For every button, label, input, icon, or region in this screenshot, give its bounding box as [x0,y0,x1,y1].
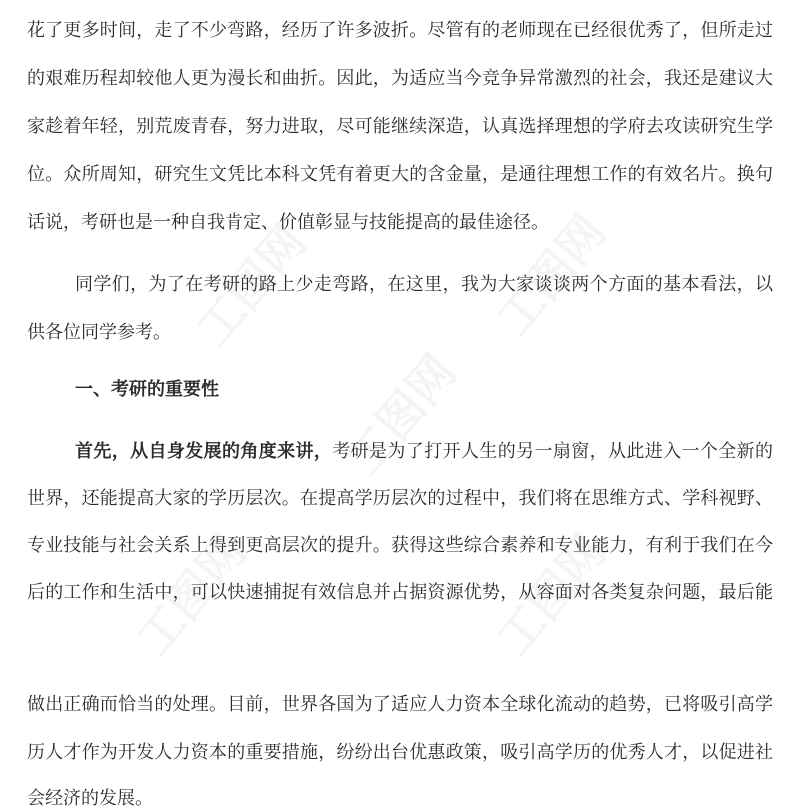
paragraph-line: 的艰难历程却较他人更为漫长和曲折。因此，为适应当今竞争异常激烈的社会，我还是建议大 [27,68,773,89]
paragraph-line: 同学们，为了在考研的路上少走弯路，在这里，我为大家谈谈两个方面的基本看法，以 [75,274,773,295]
paragraph-line: 位。众所周知，研究生文凭比本科文凭有着更大的含金量，是通往理想工作的有效名片。换句 [27,164,773,185]
bold-lead: 首先，从自身发展的角度来讲， [75,441,333,462]
paragraph-line: 历人才作为开发人力资本的重要措施，纷纷出台优惠政策，吸引高学历的优秀人才，以促进社 [27,742,773,763]
section-heading: 一、考研的重要性 [75,379,219,400]
paragraph-line: 家趁着年轻，别荒废青春，努力进取，尽可能继续深造，认真选择理想的学府去攻读研究生学 [27,116,773,137]
paragraph-line: 话说，考研也是一种自我肯定、价值彰显与技能提高的最佳途径。 [27,212,549,233]
paragraph-line: 后的工作和生活中，可以快速捕捉有效信息并占据资源优势，从容面对各类复杂问题，最后能 [27,582,773,603]
paragraph-line: 供各位同学参考。 [27,322,171,343]
paragraph-line: 做出正确而恰当的处理。目前，世界各国为了适应人力资本全球化流动的趋势，已将吸引高学 [27,694,773,715]
paragraph-text: 考研是为了打开人生的另一扇窗，从此进入一个全新的 [332,441,773,462]
paragraph-line [27,439,773,465]
paragraph-line: 会经济的发展。 [27,788,153,809]
paragraph-line: 专业技能与社会关系上得到更高层次的提升。获得这些综合素养和专业能力，有利于我们在今 [27,535,773,556]
paragraph-line: 世界，还能提高大家的学历层次。在提高学历层次的过程中，我们将在思维方式、学科视野、 [27,488,773,509]
paragraph-line: 花了更多时间，走了不少弯路，经历了许多波折。尽管有的老师现在已经很优秀了，但所走过 [27,20,773,41]
